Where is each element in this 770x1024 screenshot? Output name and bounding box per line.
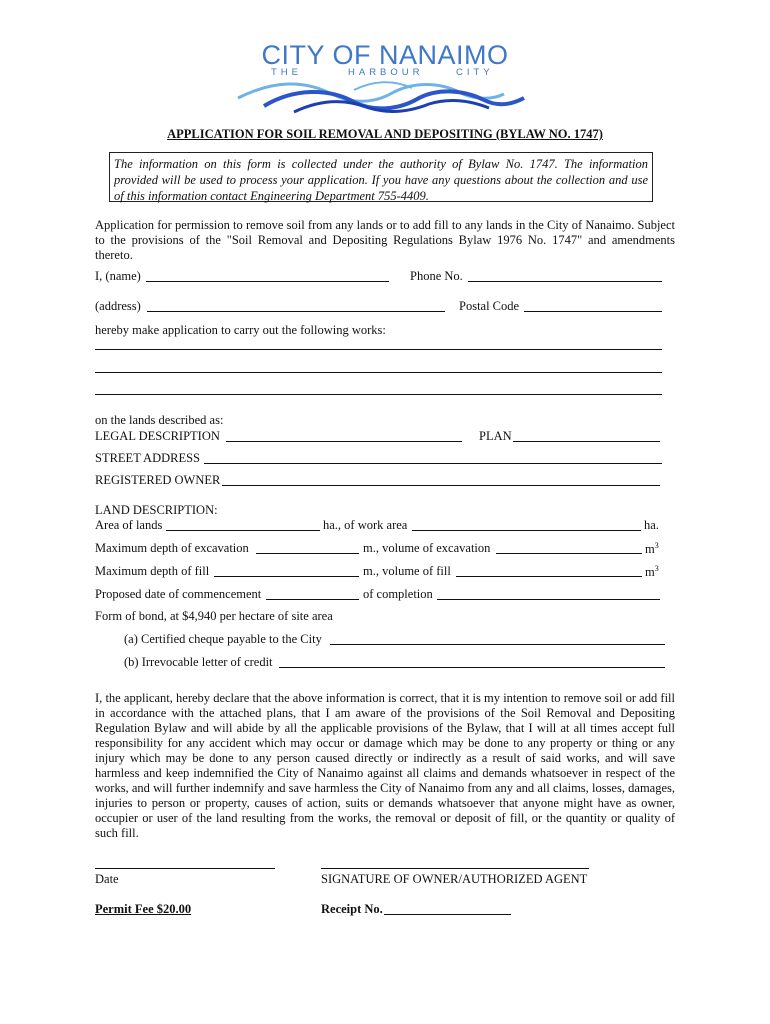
info-notice: The information on this form is collected under the authority of Bylaw No. 1747. The information provided will be used to process your application. If you have any questions about the collection and use of this information contact Engineering Department 755-4409. [109,152,653,202]
ha-label: ha. [644,518,659,532]
date-field[interactable] [95,868,275,869]
lands-label: on the lands described as: [95,413,224,427]
vol-exc-field[interactable] [496,553,642,554]
owner-label: REGISTERED OWNER [95,473,221,487]
logo-sub-city: CITY [456,67,494,78]
max-fill-field[interactable] [214,576,359,577]
receipt-field[interactable] [384,914,511,915]
commence-field[interactable] [266,599,359,600]
address-field[interactable] [147,311,445,312]
date-label: Date [95,872,119,886]
max-fill-label: Maximum depth of fill [95,564,210,578]
postal-label: Postal Code [459,299,520,313]
m3-label-exc: $m^3$ [645,541,659,557]
land-desc-label: LAND DESCRIPTION: [95,503,218,517]
max-exc-field[interactable] [256,553,359,554]
form-heading: APPLICATION FOR SOIL REMOVAL AND DEPOSITING (BYLAW NO. 1747) [167,127,603,141]
declaration-text: I, the applicant, hereby declare that the above information is correct, that it is my intention to remove soil or add fill in accordance with the attached plans, that I am aware of the provisions of the Soil Removal and Depositing Regulation Bylaw and will abide by all the applicable provisions of the Bylaw, that I will at all times accept full responsibility for any accident which may occur or damage which may be done to any property or thing or any injury which may be done to any person caused directly or indirectly as a result of said works, and will save harmless and keep indemnified the City of Nanaimo against all claims and demands whatsoever in respect of the works, and will further indemnify and save harmless the City of Nanaimo from any and all claims, losses, damages, injuries to person or property, causes of action, suits or demands whatsoever that anyone might have as owner, occupier or user of the land resulting from the works, the removal or deposit of fill, or the quantity or quality of such fill. [95,691,675,840]
street-label: STREET ADDRESS [95,451,200,465]
area-lands-field[interactable] [166,530,320,531]
bond-b-label: (b) Irrevocable letter of credit [124,655,273,669]
address-label: (address) [95,299,141,313]
logo-sub-harbour: HARBOUR [348,67,424,78]
name-field[interactable] [146,281,389,282]
logo-title: CITY OF NANAIMO [261,40,509,70]
area-lands-label: Area of lands [95,518,163,532]
m3-label-fill: $m^3$ [645,564,659,580]
work-area-field[interactable] [412,530,641,531]
signature-label: SIGNATURE OF OWNER/AUTHORIZED AGENT [321,872,588,886]
legal-label: LEGAL DESCRIPTION [95,429,220,443]
permit-fee: Permit Fee $20.00 [95,902,192,916]
intro-text: Application for permission to remove soil from any lands or to add fill to any lands in the City of Nanaimo. Subject to the provisions of the "Soil Removal and Depositing Regulations Bylaw 1976 No. 1747" and amendments thereto. [95,218,675,262]
owner-field[interactable] [222,485,660,486]
ha-work-label: ha., of work area [323,518,408,532]
vol-exc-label: m., volume of excavation [363,541,491,555]
name-label: I, (name) [95,269,141,283]
bond-label: Form of bond, at $4,940 per hectare of site area [95,609,333,623]
plan-label: PLAN [479,429,512,443]
completion-label: of completion [363,587,433,601]
logo-waves-icon [234,76,534,116]
vol-fill-field[interactable] [456,576,642,577]
vol-fill-label: m., volume of fill [363,564,451,578]
legal-field[interactable] [226,441,462,442]
street-field[interactable] [204,463,662,464]
works-label: hereby make application to carry out the following works: [95,323,386,337]
logo-sub-the: THE [271,67,302,78]
bond-a-field[interactable] [330,644,665,645]
works-field-1[interactable] [95,349,662,350]
signature-field[interactable] [321,868,589,869]
bond-a-label: (a) Certified cheque payable to the City [124,632,322,646]
commence-label: Proposed date of commencement [95,587,262,601]
plan-field[interactable] [513,441,660,442]
postal-field[interactable] [524,311,662,312]
max-exc-label: Maximum depth of excavation [95,541,249,555]
works-field-2[interactable] [95,372,662,373]
phone-label: Phone No. [410,269,463,283]
bond-b-field[interactable] [279,667,665,668]
works-field-3[interactable] [95,394,662,395]
phone-field[interactable] [468,281,662,282]
completion-field[interactable] [437,599,660,600]
receipt-label: Receipt No. [321,902,383,916]
